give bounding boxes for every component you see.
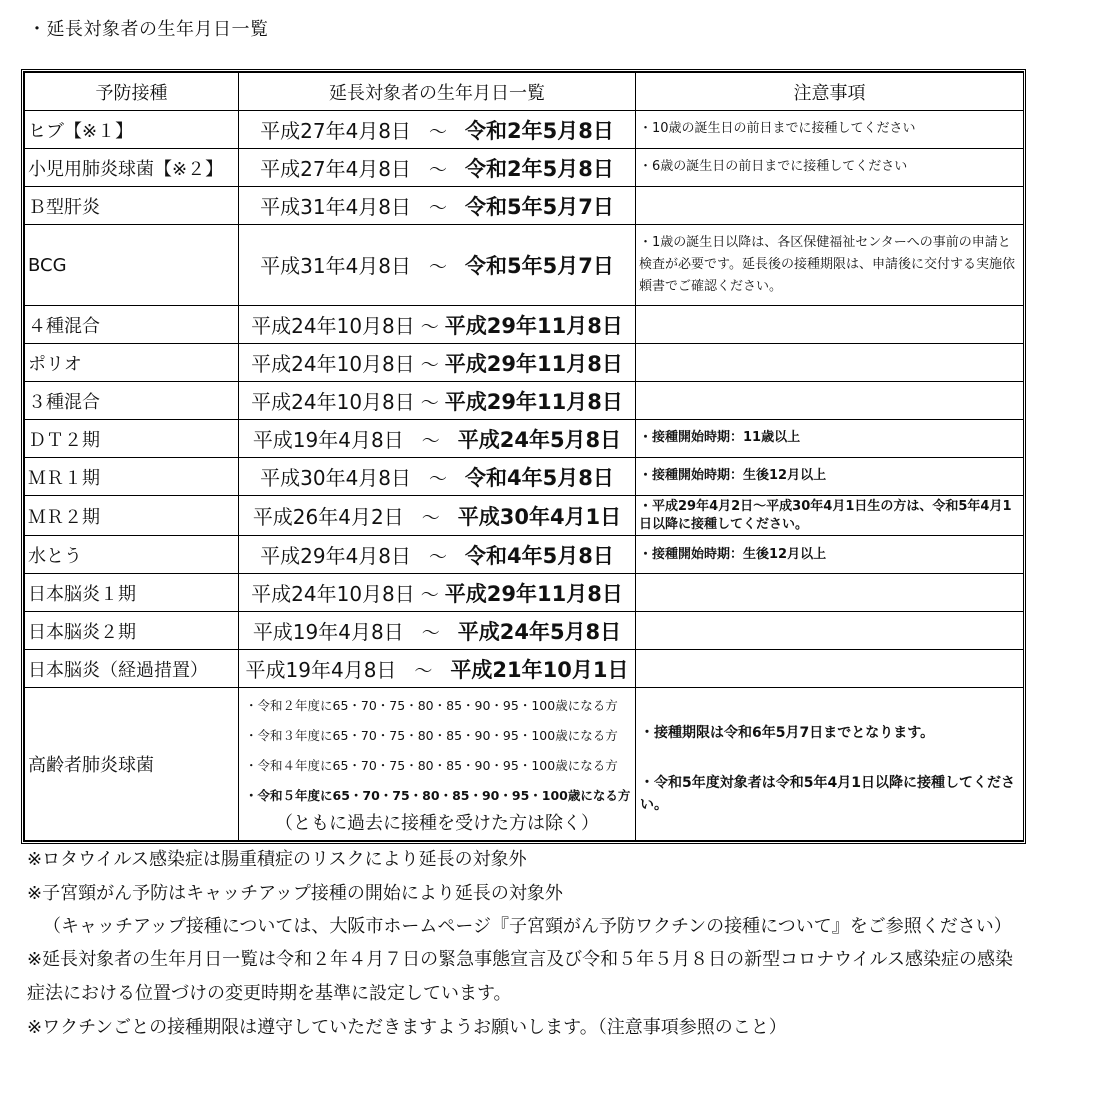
table-row: [25, 496, 1024, 536]
footnotes: [27, 843, 1027, 1045]
birthdate-range: [239, 496, 636, 536]
vaccine-name: ヒブ【※１】: [25, 111, 239, 149]
vaccine-name: ３種混合: [25, 382, 239, 420]
range-from: 平成29年4月8日: [260, 543, 412, 568]
table-row: [25, 111, 1024, 149]
range-to: 平成24年5月8日: [457, 619, 622, 644]
table-row: [25, 344, 1024, 382]
birthdate-range: [239, 187, 636, 225]
eligibility-line: ・令和５年度に65・70・75・80・85・90・95・100歳になる方: [245, 788, 631, 804]
birthdate-range: [239, 306, 636, 344]
row-note: ・接種開始時期：生後12月以上: [636, 458, 1024, 496]
range-separator: ～: [420, 392, 439, 414]
eligibility-line: ・令和２年度に65・70・75・80・85・90・95・100歳になる方: [245, 698, 618, 714]
vaccine-table-frame: [21, 69, 1026, 844]
range-separator: ～: [414, 660, 433, 682]
range-to: 令和5年5月7日: [465, 194, 614, 219]
table-row: [25, 187, 1024, 225]
header-birthdate-range: 延長対象者の生年月日一覧: [239, 73, 636, 111]
range-from: 平成24年10月8日: [251, 581, 415, 606]
range-separator: ～: [429, 197, 448, 219]
vaccine-name: ポリオ: [25, 344, 239, 382]
range-separator: ～: [421, 430, 440, 452]
range-to: 令和4年5月8日: [465, 543, 614, 568]
range-to: 平成29年11月8日: [444, 389, 623, 414]
range-from: 平成24年10月8日: [251, 351, 415, 376]
birthdate-range: [239, 420, 636, 458]
range-from: 平成27年4月8日: [260, 118, 412, 143]
table-row: [25, 536, 1024, 574]
elderly-note-deadline: ・接種期限は令和6年5月7日までとなります。: [640, 724, 935, 741]
birthdate-range: [239, 149, 636, 187]
elderly-notes: [636, 688, 1024, 841]
birthdate-range: [239, 344, 636, 382]
birthdate-range: [239, 536, 636, 574]
vaccine-name: ＭＲ１期: [25, 458, 239, 496]
range-to: 平成29年11月8日: [444, 351, 623, 376]
range-to: 令和4年5月8日: [465, 465, 614, 490]
vaccine-name: 日本脳炎（経過措置）: [25, 650, 239, 688]
range-to: 平成29年11月8日: [444, 313, 623, 338]
elderly-eligibility: [239, 688, 636, 841]
table-row: [25, 458, 1024, 496]
birthdate-range: [239, 225, 636, 306]
birthdate-range: [239, 382, 636, 420]
vaccine-name: 高齢者肺炎球菌: [25, 688, 239, 841]
range-from: 平成31年4月8日: [260, 254, 412, 278]
range-separator: ～: [429, 121, 448, 143]
vaccine-name: 日本脳炎２期: [25, 612, 239, 650]
row-note: [636, 187, 1024, 225]
row-note: [636, 382, 1024, 420]
footnote-basis: ※延長対象者の生年月日一覧は令和２年４月７日の緊急事態宣言及び令和５年５月８日の新型コロナウイルス感染症の感染症法における位置づけの変更時期を基準に設定しています。: [27, 949, 1013, 1004]
range-from: 平成27年4月8日: [260, 156, 412, 181]
eligibility-footnote: （ともに過去に接種を受けた方は除く）: [275, 813, 599, 835]
table-row: [25, 574, 1024, 612]
row-note: [636, 344, 1024, 382]
range-from: 平成19年4月8日: [252, 427, 404, 452]
row-note: ・6歳の誕生日の前日までに接種してください: [636, 149, 1024, 187]
vaccine-extension-table: [24, 72, 1024, 841]
range-from: 平成31年4月8日: [260, 194, 412, 219]
page-heading: ・延長対象者の生年月日一覧: [28, 19, 269, 40]
row-note: [636, 306, 1024, 344]
range-from: 平成24年10月8日: [251, 389, 415, 414]
range-separator: ～: [421, 507, 440, 529]
vaccine-name: BCG: [25, 225, 239, 306]
vaccine-name: ＤＴ２期: [25, 420, 239, 458]
footnote-rota: ※ロタウイルス感染症は腸重積症のリスクにより延長の対象外: [27, 849, 527, 870]
range-separator: ～: [429, 159, 448, 181]
range-from: 平成26年4月2日: [252, 504, 404, 529]
range-separator: ～: [420, 584, 439, 606]
row-note: ・接種開始時期：生後12月以上: [636, 536, 1024, 574]
range-to: 令和2年5月8日: [465, 118, 614, 143]
header-notes: 注意事項: [636, 73, 1024, 111]
range-separator: ～: [429, 468, 448, 490]
range-from: 平成19年4月8日: [245, 657, 397, 682]
range-to: 令和2年5月8日: [465, 156, 614, 181]
table-row: [25, 306, 1024, 344]
birthdate-range: [239, 111, 636, 149]
birthdate-range: [239, 458, 636, 496]
vaccine-name: Ｂ型肝炎: [25, 187, 239, 225]
table-body: [25, 111, 1024, 841]
table-row: [25, 225, 1024, 306]
row-note: [636, 612, 1024, 650]
range-separator: ～: [420, 316, 439, 338]
row-note: ・1歳の誕生日以降は、各区保健福祉センターへの事前の申請と検査が必要です。延長後の接種期限は、申請後に交付する実施依頼書でご確認ください。: [636, 225, 1024, 306]
eligibility-line: ・令和４年度に65・70・75・80・85・90・95・100歳になる方: [245, 758, 618, 774]
range-separator: ～: [421, 622, 440, 644]
vaccine-name: 小児用肺炎球菌【※２】: [25, 149, 239, 187]
range-to: 平成29年11月8日: [444, 581, 623, 606]
footnote-hpv-catchup: （キャッチアップ接種については、大阪市ホームページ『子宮頸がん予防ワクチンの接種について』をご参照ください）: [43, 916, 1012, 937]
vaccine-name: 日本脳炎１期: [25, 574, 239, 612]
eligibility-line: ・令和３年度に65・70・75・80・85・90・95・100歳になる方: [245, 728, 618, 744]
range-to: 平成21年10月1日: [450, 657, 629, 682]
row-note: ・10歳の誕生日の前日までに接種してください: [636, 111, 1024, 149]
range-to: 平成30年4月1日: [457, 504, 622, 529]
elderly-note-fy5: ・令和5年度対象者は令和5年4月1日以降に接種してください。: [640, 774, 1015, 814]
vaccine-name: ＭＲ２期: [25, 496, 239, 536]
row-note: ・平成29年4月2日～平成30年4月1日生の方は、令和5年4月1日以降に接種してください。: [636, 496, 1024, 536]
range-separator: ～: [429, 546, 448, 568]
birthdate-range: [239, 650, 636, 688]
table-row: [25, 420, 1024, 458]
row-note: [636, 574, 1024, 612]
table-row: [25, 650, 1024, 688]
range-separator: ～: [429, 257, 448, 278]
range-to: 平成24年5月8日: [457, 427, 622, 452]
table-row: [25, 382, 1024, 420]
footnote-hpv: ※子宮頸がん予防はキャッチアップ接種の開始により延長の対象外: [27, 883, 563, 904]
range-from: 平成24年10月8日: [251, 313, 415, 338]
birthdate-range: [239, 612, 636, 650]
table-row: [25, 149, 1024, 187]
table-row-elderly: [25, 688, 1024, 841]
range-separator: ～: [420, 354, 439, 376]
row-note: [636, 650, 1024, 688]
range-to: 令和5年5月7日: [465, 254, 614, 278]
range-from: 平成19年4月8日: [252, 619, 404, 644]
vaccine-name: ４種混合: [25, 306, 239, 344]
range-from: 平成30年4月8日: [260, 465, 412, 490]
table-row: [25, 612, 1024, 650]
birthdate-range: [239, 574, 636, 612]
vaccine-name: 水とう: [25, 536, 239, 574]
header-vaccine: 予防接種: [25, 73, 239, 111]
row-note: ・接種開始時期：11歳以上: [636, 420, 1024, 458]
footnote-deadline: ※ワクチンごとの接種期限は遵守していただきますようお願いします。（注意事項参照のこと）: [27, 1017, 787, 1038]
